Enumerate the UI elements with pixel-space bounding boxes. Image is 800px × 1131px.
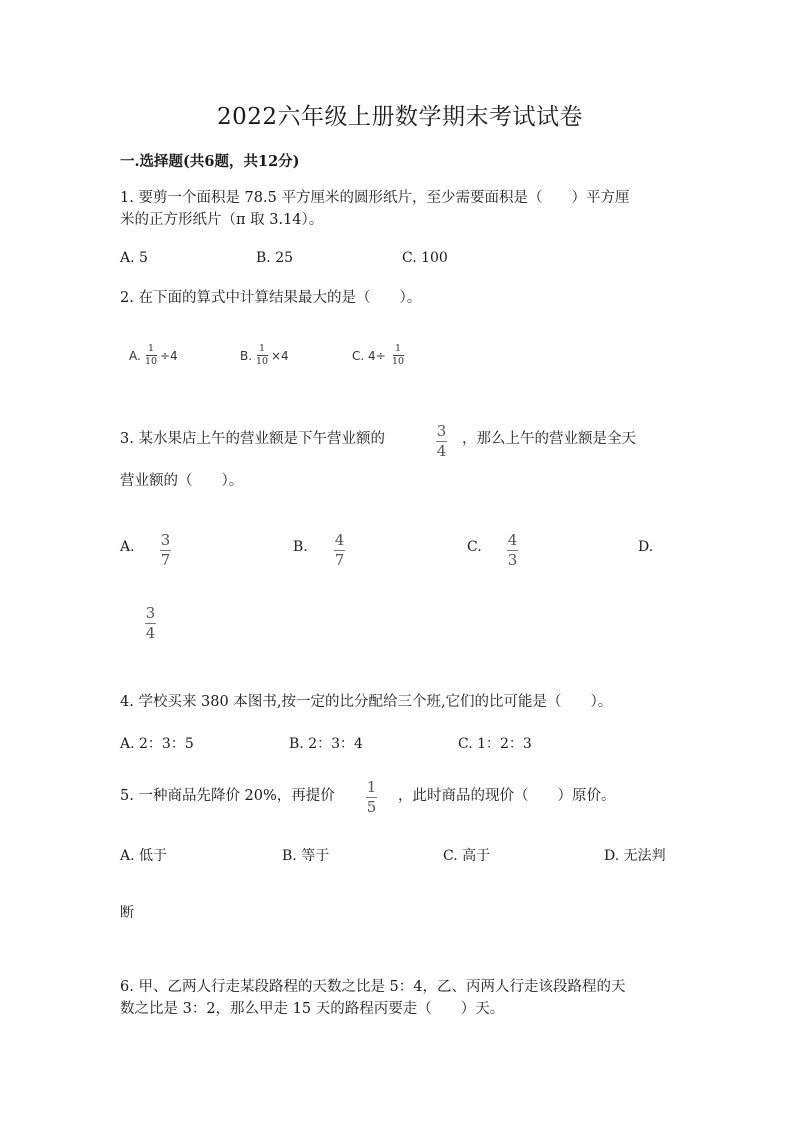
q3-option-c-numerator: 4 (507, 531, 518, 549)
q3-line2: 营业额的（ ）。 (120, 473, 244, 489)
q1-line1: 1. 要剪一个面积是 78.5 平方厘米的圆形纸片，至少需要面积是（ ）平方厘 (120, 190, 630, 206)
q1-option-c: C. 100 (402, 250, 448, 266)
q1-option-a: A. 5 (120, 250, 148, 266)
q3-option-d-fraction (145, 606, 156, 641)
q3-option-c-label: C. (467, 539, 482, 555)
q5-option-d: D. 无法判 (604, 848, 666, 864)
q4-text: 4. 学校买来 380 本图书,按一定的比分配给三个班,它们的比可能是（ ）。 (120, 694, 613, 710)
q3-line1-end: ，那么上午的营业额是全天 (462, 431, 636, 447)
q3-option-b-denominator: 7 (334, 551, 345, 569)
q3-option-c-fraction (507, 533, 518, 568)
q3-option-b-fraction (334, 533, 345, 568)
q6-line2: 数之比是 3：2，那么甲走 15 天的路程丙要走（ ）天。 (120, 1001, 505, 1017)
q3-fraction-denominator: 4 (436, 442, 447, 460)
q2-option-b-numerator: 1 (259, 343, 266, 354)
q4-option-c: C. 1：2：3 (458, 736, 532, 752)
q2-option-b-fraction (256, 344, 268, 366)
q2-text: 2. 在下面的算式中计算结果最大的是（ ）。 (120, 290, 422, 306)
q5-text-start: 5. 一种商品先降价 20%，再提价 (120, 788, 335, 804)
q5-fraction-numerator: 1 (366, 778, 377, 796)
q3-option-b-numerator: 4 (334, 531, 345, 549)
q3-option-a-fraction (160, 533, 171, 568)
q3-fraction (436, 424, 447, 459)
q2-option-c-denominator: 10 (392, 355, 405, 367)
q2-option-a-denominator: 10 (145, 355, 158, 367)
q2-option-c-fraction (392, 344, 404, 366)
q2-option-a-fraction (145, 344, 157, 366)
q2-option-a-label: A. (129, 349, 141, 363)
q1-line2: 米的正方形纸片（π 取 3.14）。 (120, 212, 324, 228)
q1-option-b: B. 25 (256, 250, 294, 266)
q2-option-b-denominator: 10 (256, 355, 269, 367)
q2-option-a-numerator: 1 (148, 343, 155, 354)
q3-option-d-numerator: 3 (145, 604, 156, 622)
q2-option-b-rest: ×4 (271, 349, 289, 363)
q5-option-c: C. 高于 (443, 848, 491, 864)
q5-option-b: B. 等于 (282, 848, 330, 864)
q6-line1: 6. 甲、乙两人行走某段路程的天数之比是 5：4，乙、丙两人行走该段路程的天 (120, 979, 626, 995)
q3-option-d-label: D. (638, 539, 654, 555)
q5-option-d-continued: 断 (120, 905, 134, 921)
q3-option-a-label: A. (120, 539, 135, 555)
q5-fraction (366, 780, 377, 815)
q3-option-c-denominator: 3 (507, 551, 518, 569)
q3-line1-start: 3. 某水果店上午的营业额是下午营业额的 (120, 431, 385, 447)
q5-fraction-denominator: 5 (366, 798, 377, 816)
q3-option-a-denominator: 7 (160, 551, 171, 569)
q3-fraction-numerator: 3 (436, 422, 447, 440)
section-heading: 一.选择题(共6题，共12分) (120, 153, 300, 170)
q2-option-c-numerator: 1 (395, 343, 402, 354)
q2-option-b-label: B. (240, 349, 253, 363)
q5-text-end: ，此时商品的现价（ ）原价。 (398, 788, 616, 804)
q5-option-a: A. 低于 (120, 848, 168, 864)
q3-option-b-label: B. (293, 539, 308, 555)
page-title: 2022六年级上册数学期末考试试卷 (216, 104, 584, 130)
q3-option-a-numerator: 3 (160, 531, 171, 549)
q4-option-b: B. 2：3：4 (289, 736, 363, 752)
q3-option-d-denominator: 4 (145, 624, 156, 642)
q4-option-a: A. 2：3：5 (120, 736, 194, 752)
q2-option-c-label: C. 4÷ (352, 349, 386, 363)
q2-option-a-rest: ÷4 (160, 349, 178, 363)
